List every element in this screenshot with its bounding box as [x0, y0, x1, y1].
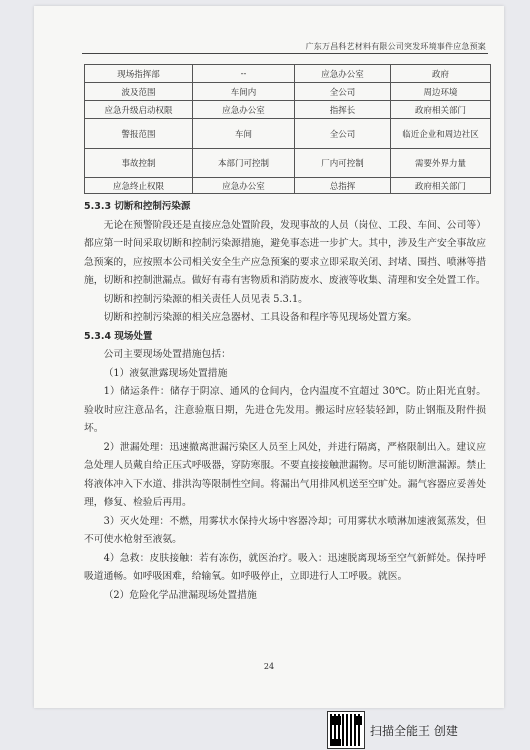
document-page: [34, 6, 504, 708]
scanner-label: 扫描全能王 创建: [370, 723, 458, 738]
table-row: [85, 101, 491, 119]
table-cell: 周边环境: [391, 83, 491, 101]
table-cell: 本部门可控制: [193, 149, 295, 178]
table-row: [85, 65, 491, 83]
table-cell: 总指挥: [295, 178, 391, 194]
table-cell: 应急办公室: [193, 178, 295, 194]
body-text: [84, 198, 486, 605]
response-level-table: [84, 64, 491, 194]
paragraph: 1）储运条件：储存于阴凉、通风的仓间内，仓内温度不宜超过 30℃。防止阳光直射。验收时应注意品名，注意验瓶日期，先进仓先发用。搬运时应轻装轻卸，防止钢瓶及附件损坏。: [84, 386, 486, 434]
table-cell: 应急办公室: [295, 65, 391, 83]
table-cell: 警报范围: [85, 119, 193, 149]
table-cell: 临近企业和周边社区: [391, 119, 491, 149]
table-row: [85, 178, 491, 194]
header-title: 广东万昌科艺材料有限公司突发环境事件应急预案: [305, 42, 486, 51]
table-row: [85, 119, 491, 149]
paragraph: 无论在预警阶段还是直接应急处置阶段，发现事故的人员（岗位、工段、车间、公司等）都应第一时间采取切断和控制污染源措施，避免事态进一步扩大。其中，涉及生产安全事故应急预案的，应按照本公司相关安全生产应急预案的要求立即采取关闭、封堵、围挡、喷淋等措施，切断和控制泄漏点。做好有毒有害物质和消防废水、废液等收集、清理和安全处置工作。: [84, 219, 486, 286]
table-cell: 全公司: [295, 83, 391, 101]
paragraph: 切断和控制污染源的相关责任人员见表 5.3.1。: [103, 293, 308, 305]
paragraph: 4）急救：皮肤接触：若有冻伤，就医治疗。吸入：迅速脱离现场至空气新鲜处。保持呼吸道通畅。如呼吸困难，给输氧。如呼吸停止，立即进行人工呼吸。就医。: [84, 552, 486, 582]
paragraph: 2）泄漏处理：迅速撤离泄漏污染区人员至上风处，并进行隔离，严格限制出入。建议应急处理人员戴自给正压式呼吸器，穿防寒服。不要直接接触泄漏物。尽可能切断泄漏源。禁止将液体冲入下水道、排洪沟等限制性空间。将漏出气用排风机送至空旷处。漏气容器应妥善处理，修复、检验后再用。: [84, 441, 486, 508]
table-cell: 应急办公室: [193, 101, 295, 119]
table-cell: --: [193, 65, 295, 83]
paragraph: 3）灭火处理：不燃，用雾状水保持火场中容器冷却；可用雾状水喷淋加速液氮蒸发，但不可使水枪射至液氨。: [84, 515, 486, 545]
table-cell: 需要外界力量: [391, 149, 491, 178]
table-cell: 应急升级启动权限: [85, 101, 193, 119]
table-cell: 指挥长: [295, 101, 391, 119]
subheading: （1）液氨泄露现场处置措施: [103, 367, 228, 379]
table-cell: 现场指挥部: [85, 65, 193, 83]
section-heading-5-3-3: 5.3.3 切断和控制污染源: [84, 201, 191, 212]
paragraph: 公司主要现场处置措施包括：: [103, 349, 231, 360]
table-cell: 政府: [391, 65, 491, 83]
table-cell: 政府相关部门: [391, 178, 491, 194]
table-row: [85, 83, 491, 101]
paragraph: 切断和控制污染源的相关应急器材、工具设备和程序等见现场处置方案。: [103, 312, 418, 323]
subheading: （2）危险化学品泄漏现场处置措施: [103, 589, 257, 601]
table-cell: 应急终止权限: [85, 178, 193, 194]
table-row: [85, 149, 491, 178]
table-cell: 波及范围: [85, 83, 193, 101]
scanner-watermark: [328, 712, 458, 748]
page-number: 24: [263, 662, 275, 671]
table-cell: 事故控制: [85, 149, 193, 178]
header-rule: [82, 53, 488, 54]
section-heading-5-3-4: 5.3.4 现场处置: [84, 330, 153, 342]
qr-code-icon: [328, 712, 364, 748]
table-cell: 政府相关部门: [391, 101, 491, 119]
table-cell: 厂内可控制: [295, 149, 391, 178]
table-cell: 全公司: [295, 119, 391, 149]
table-cell: 车间: [193, 119, 295, 149]
table-cell: 车间内: [193, 83, 295, 101]
